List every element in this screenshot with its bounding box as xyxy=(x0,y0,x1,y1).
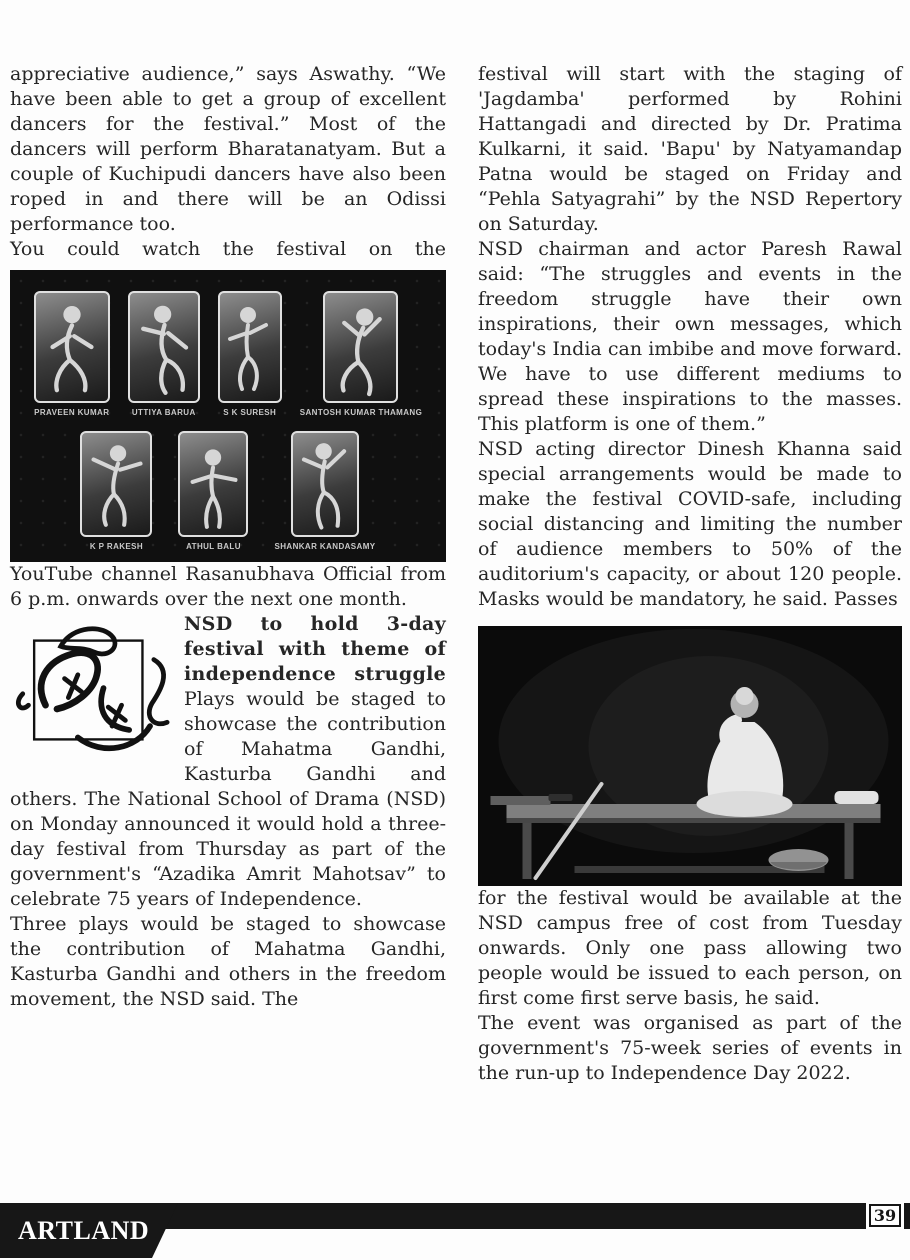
paragraph-passes: for the festival would be available at the NSD campus free of cost from Tuesday onwards. Only one pass allowing two people would be issued to each person, on first come first serve basis, he said. xyxy=(478,887,902,1009)
magazine-brand: ARTLAND xyxy=(18,1216,150,1245)
paragraph-aswathy-quote: appreciative audience,” says Aswathy. “We have been able to get a group of excellent dancers for the festival.” Most of the dancers will perform Bharatanatyam. But a couple of Kuchipudi dancers have also been roped in and there will be an Odissi performance too. xyxy=(10,63,446,235)
collage-row-1 xyxy=(10,291,446,417)
left-column xyxy=(10,62,446,1012)
dancer-cell xyxy=(34,291,110,417)
dancer-cell xyxy=(218,291,282,417)
dancer-name-label: ATHUL BALU xyxy=(186,542,241,551)
dancer-cell xyxy=(274,431,375,551)
dancer-name-label: UTTIYA BARUA xyxy=(131,408,196,417)
nsd-festival-heading: NSD to hold 3-day festival with theme of independence struggle xyxy=(184,613,446,685)
collage-row-2 xyxy=(10,431,446,551)
dancer-name-label: K P RAKESH xyxy=(89,542,144,551)
dancer-photo xyxy=(128,291,200,403)
dancer-photo xyxy=(291,431,359,537)
dancer-photo xyxy=(323,291,398,403)
right-column xyxy=(478,62,902,1086)
paragraph-paresh-rawal: NSD chairman and actor Paresh Rawal said: “The struggles and events in the freedom struggle have their own inspirations, their own messages, which today's India can imbibe and move forward. We have to use different mediums to spread these inspirations to the masses. This platform is one of them.” xyxy=(478,238,902,435)
dancer-cell xyxy=(178,431,248,551)
dancer-name-label: S K SURESH xyxy=(223,408,277,417)
dancer-name-label: PRAVEEN KUMAR xyxy=(34,408,110,417)
paragraph-dinesh-khanna: NSD acting director Dinesh Khanna said special arrangements would be made to make the festival COVID-safe, including social distancing and limiting the number of audience members to 50% of the auditorium's capacity, or about 120 people. Masks would be mandatory, he said. Passes xyxy=(478,438,902,610)
dancer-name-label: SHANKAR KANDASAMY xyxy=(274,542,376,551)
paragraph-event-75week: The event was organised as part of the government's 75-week series of events in the run-up to Independence Day 2022. xyxy=(478,1012,902,1084)
nsd-festival-body: Plays would be staged to showcase the contribution of Mahatma Gandhi, Kasturba Gandhi and others. The National School of Drama (NSD) on Monday announced it would hold a three-day festival from Thursday as part of the government's “Azadika Amrit Mahotsav” to celebrate 75 years of Independence. xyxy=(10,688,446,910)
page-number: 39 xyxy=(869,1204,901,1227)
dancer-name-label: SANTOSH KUMAR THAMANG xyxy=(299,408,423,417)
page-number-badge xyxy=(866,1202,904,1229)
dancer-photo xyxy=(178,431,248,537)
dancers-collage-image xyxy=(10,270,446,562)
paragraph-festival-start: festival will start with the staging of 'Jagdamba' performed by Rohini Hattangadi and directed by Dr. Pratima Kulkarni, it said. 'Bapu' by Natyamandap Patna would be staged on Friday and “Pehla Satyagrahi” by the NSD Repertory on Saturday. xyxy=(478,63,902,235)
gandhi-play-photo xyxy=(478,626,902,886)
dancer-cell xyxy=(128,291,200,417)
paragraph-youtube-channel: YouTube channel Rasanubhava Official from 6 p.m. onwards over the next one month. xyxy=(10,563,446,610)
paragraph-nsd-festival xyxy=(10,612,446,912)
paragraph-watch-festival: You could watch the festival on the xyxy=(10,238,446,260)
dancer-photo xyxy=(80,431,152,537)
mask-doodle-illustration xyxy=(10,614,178,766)
dancer-photo xyxy=(34,291,110,403)
dancer-photo xyxy=(218,291,282,403)
dancer-cell xyxy=(300,291,422,417)
paragraph-three-plays: Three plays would be staged to showcase the contribution of Mahatma Gandhi, Kasturba Gandhi and others in the freedom movement, the NSD said. The xyxy=(10,913,446,1010)
dancer-cell xyxy=(80,431,152,551)
